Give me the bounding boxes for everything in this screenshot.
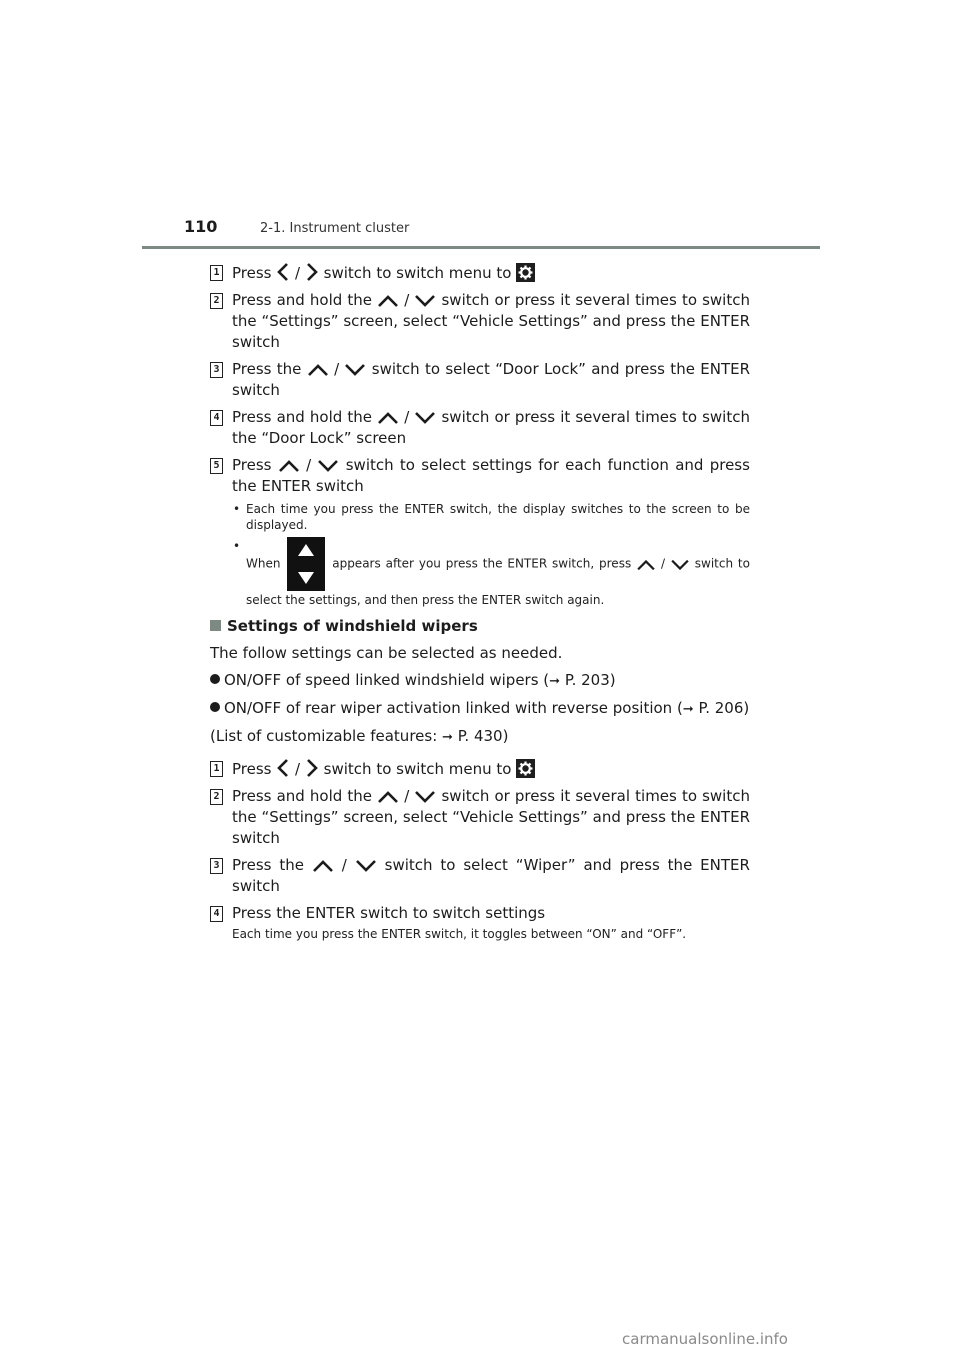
chevron-up-icon	[636, 558, 656, 572]
page-content	[210, 262, 750, 942]
intro-text: The follow settings can be selected as needed.	[210, 644, 563, 662]
chevron-down-icon	[355, 858, 377, 874]
step-number: 1	[210, 761, 223, 777]
step-1: 1 Press / switch to switch menu to	[210, 758, 750, 780]
bullet-dot-icon	[210, 674, 220, 684]
chevron-up-icon	[377, 410, 399, 426]
chevron-down-icon	[344, 362, 366, 378]
chevron-left-icon	[276, 262, 290, 282]
chevron-down-icon	[670, 558, 690, 572]
step-4: 4 Press and hold the / switch or press it several times to switch the “Door Lock” screen	[210, 407, 750, 449]
step-number: 2	[210, 789, 223, 805]
bullet-note: • When appears after you press the ENTER switch, press / switch to select the settings, and then press the ENTER switch again.	[232, 537, 750, 609]
step-2: 2 Press and hold the / switch or press it several times to switch the “Settings” screen, select “Vehicle Settings” and press the ENTER switch	[210, 290, 750, 353]
page-reference-link[interactable]: P. 206)	[698, 699, 750, 717]
step-number: 3	[210, 858, 223, 874]
chevron-left-icon	[276, 758, 290, 778]
arrow-right-icon: ➞	[549, 674, 561, 689]
square-bullet-icon	[210, 620, 221, 631]
bullet-dot-icon	[210, 702, 220, 712]
chevron-right-icon	[305, 758, 319, 778]
section-heading: Settings of windshield wipers	[210, 617, 750, 635]
step-3: 3 Press the / switch to select “Door Lock” and press the ENTER switch	[210, 359, 750, 401]
step-3: 3 Press the / switch to select “Wiper” and press the ENTER switch	[210, 855, 750, 897]
step-number: 2	[210, 293, 223, 309]
page-reference-link[interactable]: P. 203)	[564, 671, 616, 689]
gear-icon	[516, 263, 535, 282]
list-item: ON/OFF of speed linked windshield wipers (➞ P. 203)	[210, 670, 750, 692]
chevron-up-icon	[377, 293, 399, 309]
chevron-down-icon	[414, 293, 436, 309]
chevron-up-icon	[312, 858, 334, 874]
page-number: 110	[184, 217, 218, 236]
page-header	[142, 212, 820, 249]
step-5: 5 Press / switch to select settings for each function and press the ENTER switch	[210, 455, 750, 497]
chevron-up-icon	[278, 458, 300, 474]
section-title: 2-1. Instrument cluster	[260, 221, 410, 236]
up-down-arrows-icon	[287, 537, 325, 591]
list-item: ON/OFF of rear wiper activation linked with reverse position (➞ P. 206)	[210, 698, 750, 720]
step-number: 4	[210, 906, 223, 922]
step-number: 5	[210, 458, 223, 474]
chevron-down-icon	[317, 458, 339, 474]
step-number: 4	[210, 410, 223, 426]
step-1: 1 Press / switch to switch menu to	[210, 262, 750, 284]
chevron-up-icon	[377, 789, 399, 805]
bullet-note: • Each time you press the ENTER switch, the display switches to the screen to be displayed.	[232, 501, 750, 533]
chevron-right-icon	[305, 262, 319, 282]
page-reference-link[interactable]: P. 430)	[457, 727, 509, 745]
customizable-features-reference: (List of customizable features: ➞ P. 430)	[210, 727, 509, 745]
chevron-down-icon	[414, 789, 436, 805]
step-2: 2 Press and hold the / switch or press it several times to switch the “Settings” screen, select “Vehicle Settings” and press the ENTER switch	[210, 786, 750, 849]
chevron-down-icon	[414, 410, 436, 426]
step-4: 4 Press the ENTER switch to switch settings	[210, 903, 750, 924]
chevron-up-icon	[307, 362, 329, 378]
arrow-right-icon: ➞	[682, 702, 694, 717]
step-note: Each time you press the ENTER switch, it toggles between “ON” and “OFF”.	[232, 927, 687, 941]
watermark-text: carmanualsonline.info	[622, 1330, 788, 1348]
step-number: 3	[210, 362, 223, 378]
gear-icon	[516, 759, 535, 778]
arrow-right-icon: ➞	[442, 730, 453, 745]
step-number: 1	[210, 265, 223, 281]
